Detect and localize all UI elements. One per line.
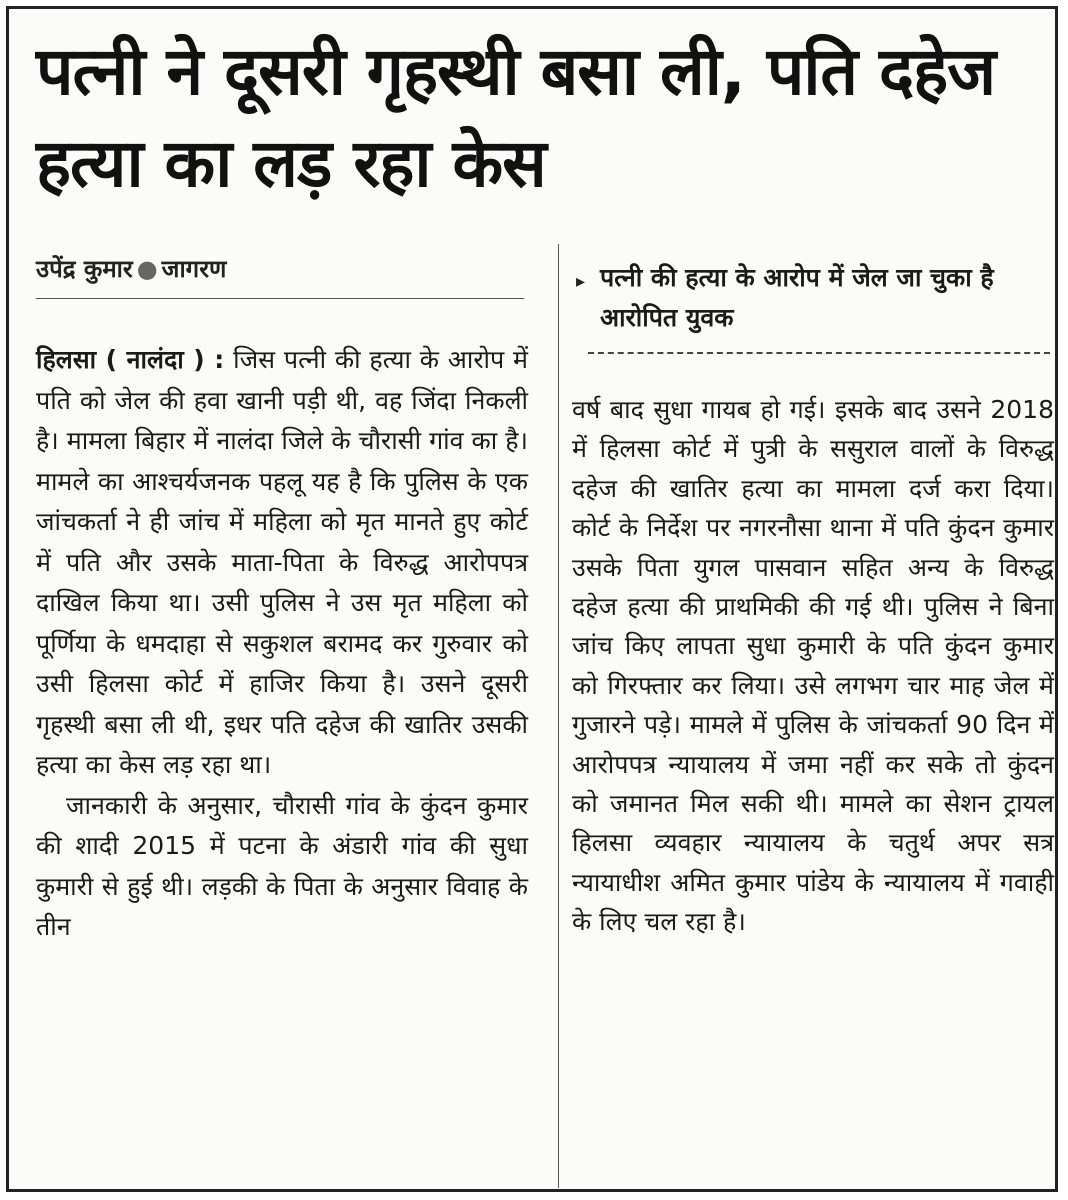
pull-quote (572, 258, 1042, 338)
article-column-left (36, 340, 528, 948)
pull-quote-text: पत्नी की हत्या के आरोप में जेल जा चुका है आरोपित युवक (600, 263, 994, 332)
arrow-right-icon: ▸ (576, 271, 586, 292)
article-paragraph-2: जानकारी के अनुसार, चौरासी गांव के कुंदन कुमार की शादी 2015 में पटना के अंडारी गांव की सुधा कुमारी से हुई थी। लड़की के पिता के अनुसार विवाह के तीन (36, 790, 528, 941)
article-paragraph-1 (36, 340, 528, 786)
paragraph-1-text: जिस पत्नी की हत्या के आरोप में पति को जेल की हवा खानी पड़ी थी, वह जिंदा निकली है। मामला बिहार में नालंदा जिले के चौरासी गांव का है। मामले का आश्चर्यजनक पहलू यह है कि पुलिस के एक जांचकर्ता ने ही जांच में महिला को मृत मानते हुए कोर्ट में पति और उसके माता-पिता के विरुद्ध आरोपपत्र दाखिल किया था। उसी पुलिस ने उस मृत महिला को पूर्णिया के धमदाहा से सकुशल बरामद कर गुरुवार को उसी हिलसा कोर्ट में हाजिर किया है। उसने दूसरी गृहस्थी बसा ली थी, इधर पति दहेज की खातिर उसकी हत्या का केस लड़ रहा था। (36, 345, 528, 779)
byline-divider (36, 298, 524, 299)
article-paragraph-3: वर्ष बाद सुधा गायब हो गई। इसके बाद उसने 2018 में हिलसा कोर्ट में पुत्री के ससुराल वालों के विरुद्ध दहेज की खातिर हत्या का मामला दर्ज करा दिया। कोर्ट के निर्देश पर नगरनौसा थाना में पति कुंदन कुमार उसके पिता युगल पासवान सहित अन्य के विरुद्ध दहेज हत्या की प्राथमिकी की गई थी। पुलिस ने बिना जांच किए लापता सुधा कुमारी के पति कुंदन कुमार को गिरफ्तार कर लिया। उसे लगभग चार माह जेल में गुजारने पड़े। मामले में पुलिस के जांचकर्ता 90 दिन में आरोपपत्र न्यायालय में जमा नहीं कर सके तो कुंदन को जमानत मिल सकी थी। मामले का सेशन ट्रायल हिलसा व्यवहार न्यायालय के चतुर्थ अपर सत्र न्यायाधीश अमित कुमार पांडेय के न्यायालय में गवाही के लिए चल रहा है। (572, 395, 1054, 937)
article-column-right (572, 390, 1054, 942)
dateline: हिलसा ( नालंदा ) : (36, 345, 225, 374)
byline-author: उपेंद्र कुमार (36, 255, 133, 283)
pull-quote-divider (588, 352, 1050, 354)
bullet-icon: ● (136, 255, 158, 283)
byline (36, 252, 226, 285)
byline-source: जागरण (161, 255, 227, 283)
headline: पत्नी ने दूसरी गृहस्थी बसा ली, पति दहेज हत्या का लड़ रहा केस (36, 33, 996, 202)
column-divider (558, 244, 559, 1188)
